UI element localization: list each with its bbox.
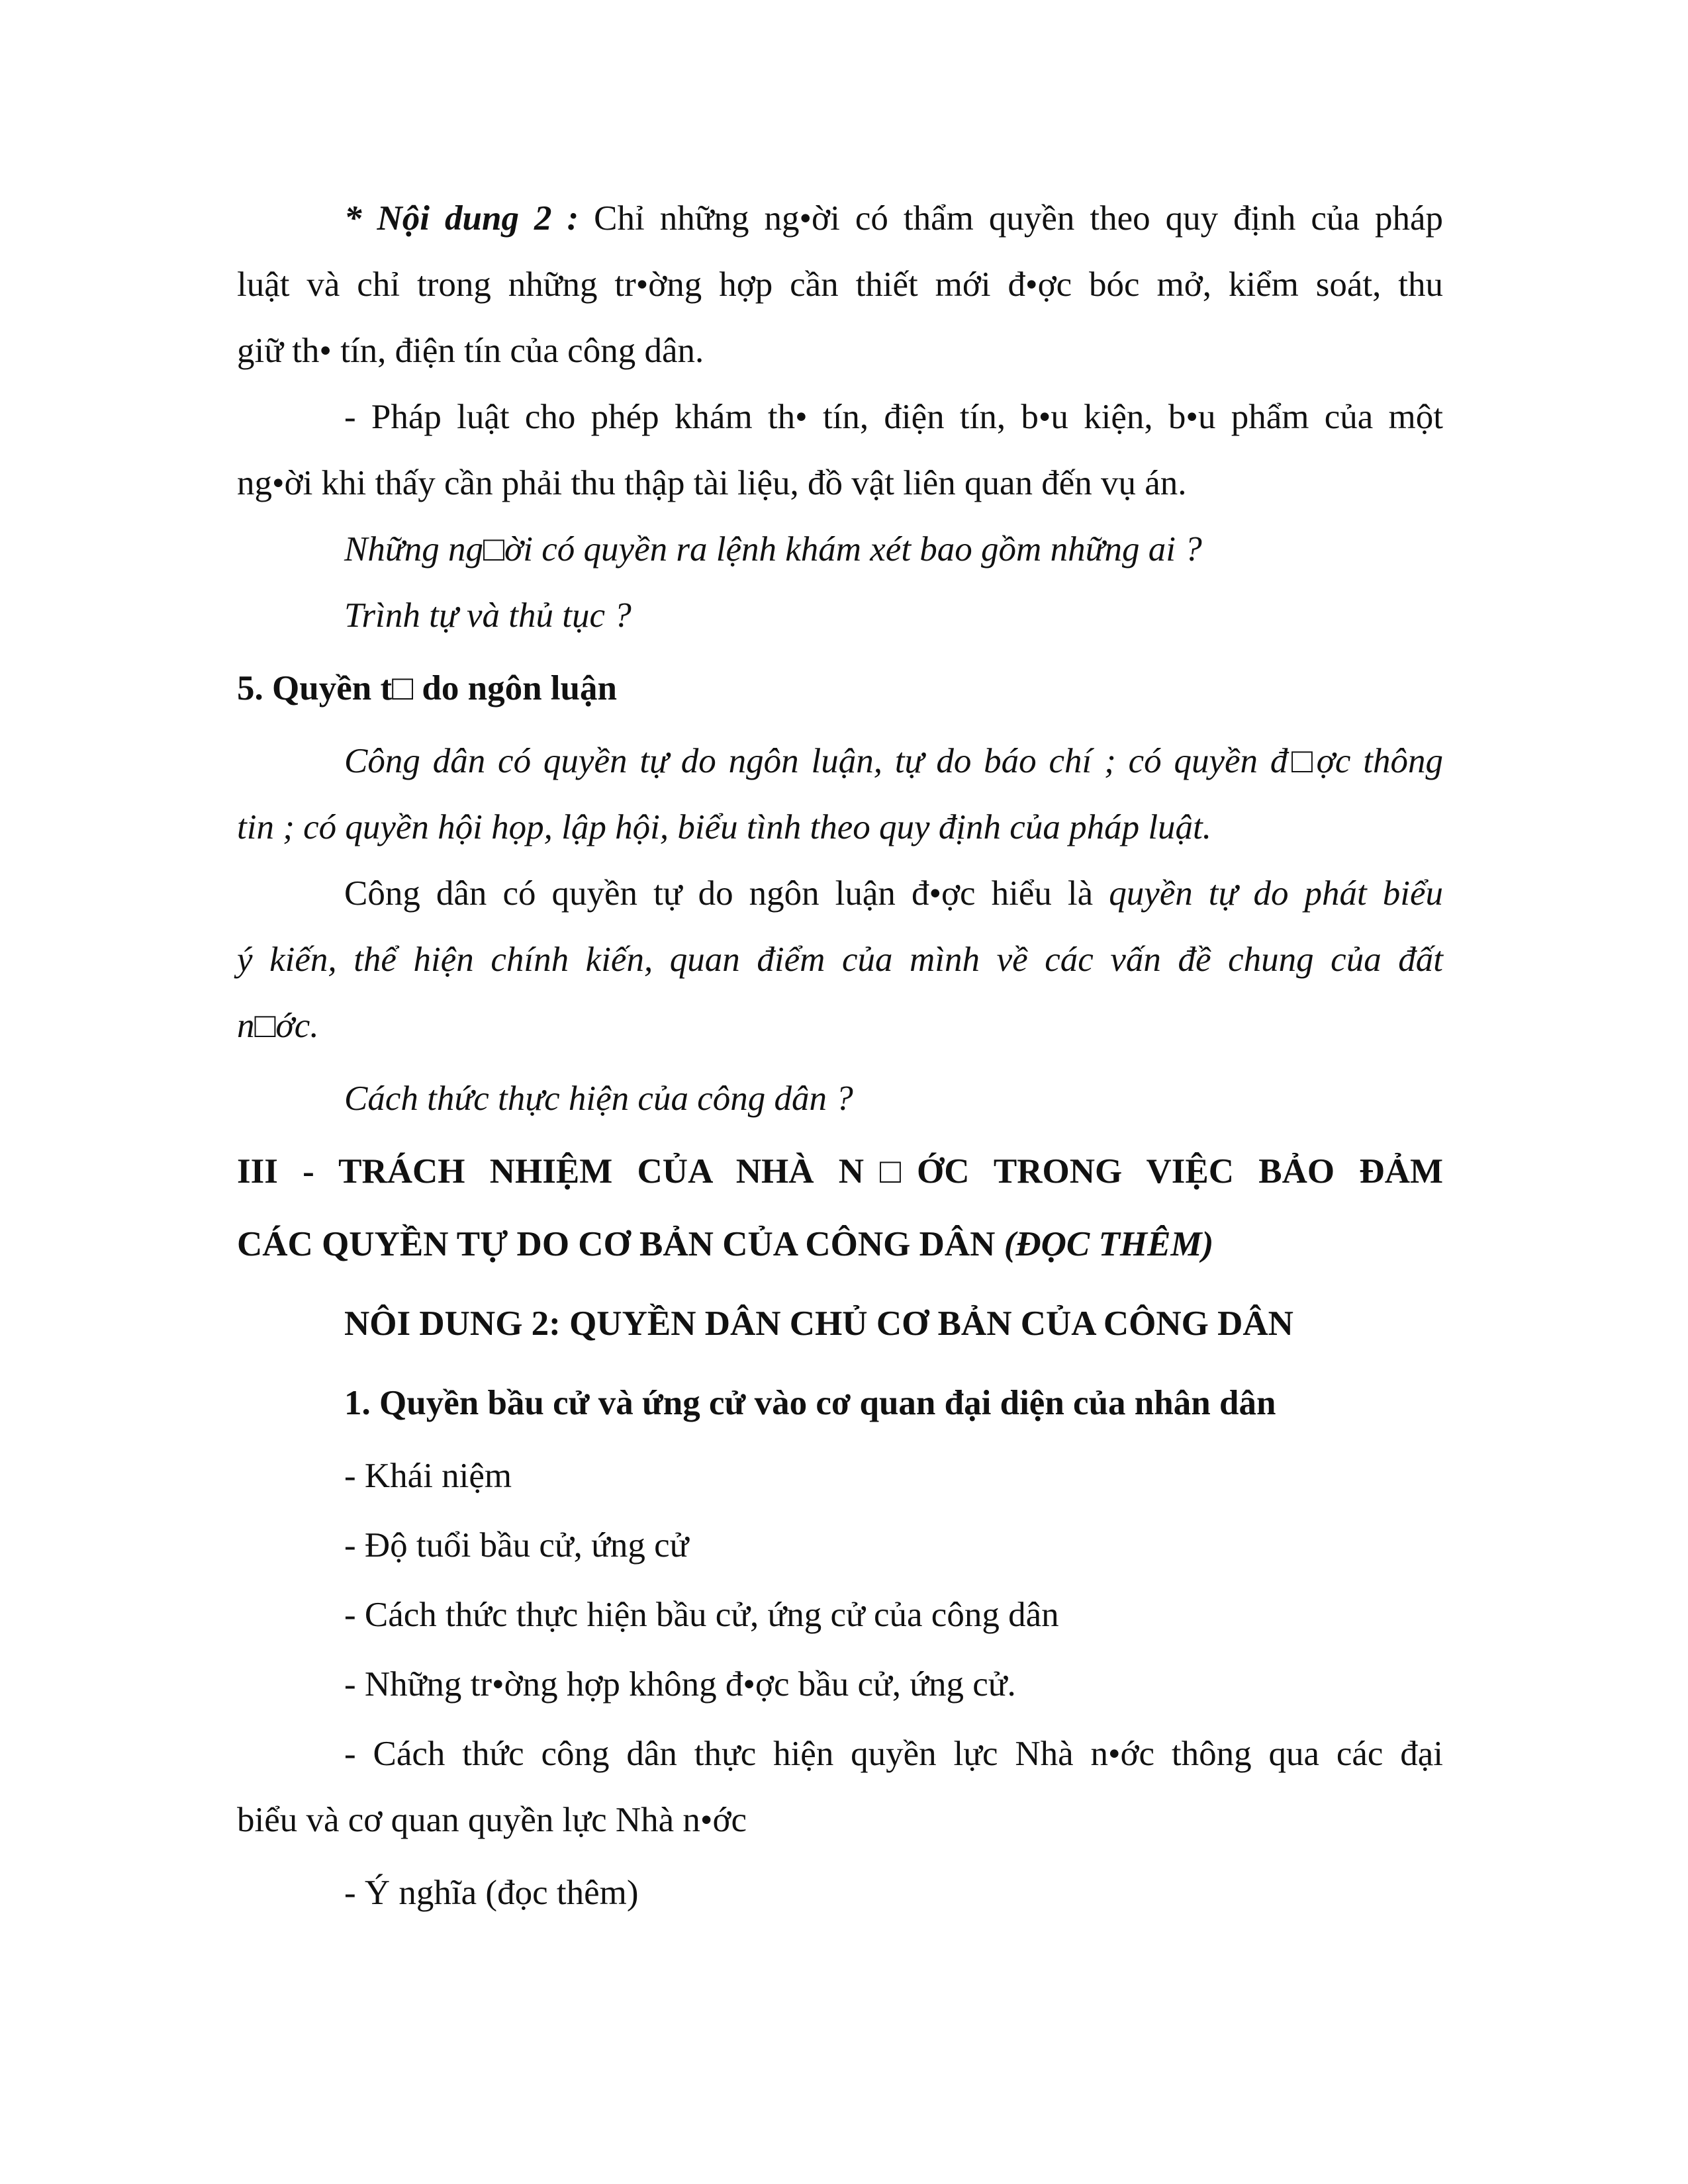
paragraph-line: biểu và cơ quan quyền lực Nhà n•ớc	[237, 1801, 747, 1839]
list-item: - Những tr•ờng hợp không đ•ợc bầu cử, ứng cử.	[344, 1665, 1016, 1704]
paragraph-line: ý kiến, thể hiện chính kiến, quan điểm của mình về các vấn đề chung của đất	[237, 940, 1443, 979]
heading-text: CÁC QUYỀN TỰ DO CƠ BẢN CỦA CÔNG DÂN	[237, 1225, 1004, 1263]
paragraph-line	[344, 199, 1443, 238]
subsection-heading: 1. Quyền bầu cử và ứng cử vào cơ quan đại diện của nhân dân	[344, 1384, 1276, 1422]
question-text: Những ng□ời có quyền ra lệnh khám xét bao gồm những ai ?	[344, 530, 1202, 569]
paragraph-line: - Cách thức công dân thực hiện quyền lực Nhà n•ớc thông qua các đại	[344, 1735, 1443, 1773]
list-item: - Độ tuổi bầu cử, ứng cử	[344, 1526, 689, 1565]
paragraph-line: tin ; có quyền hội họp, lập hội, biểu tình theo quy định của pháp luật.	[237, 808, 1212, 846]
heading-note: (ĐỌC THÊM)	[1004, 1225, 1214, 1263]
content-heading-inline: * Nội dung 2 :	[344, 199, 579, 238]
list-item: - Ý nghĩa (đọc thêm)	[344, 1874, 639, 1912]
paragraph-text: Công dân có quyền tự do ngôn luận đ•ợc hiểu là	[344, 874, 1109, 913]
paragraph-line: giữ th• tín, điện tín của công dân.	[237, 332, 704, 370]
question-text: Trình tự và thủ tục ?	[344, 596, 632, 635]
paragraph-line: luật và chỉ trong những tr•ờng hợp cần thiết mới đ•ợc bóc mở, kiểm soát, thu	[237, 265, 1443, 304]
paragraph-text: Chỉ những ng•ời có thẩm quyền theo quy định của pháp	[579, 199, 1443, 238]
list-item: - Cách thức thực hiện bầu cử, ứng cử của công dân	[344, 1596, 1059, 1634]
section-heading: III - TRÁCH NHIỆM CỦA NHÀ N□ỚC TRONG VIỆC BẢO ĐẢM	[237, 1152, 1443, 1191]
paragraph-emphasis: quyền tự do phát biểu	[1109, 874, 1444, 913]
paragraph-line: ng•ời khi thấy cần phải thu thập tài liệu, đồ vật liên quan đến vụ án.	[237, 464, 1187, 502]
section-heading	[237, 1224, 1213, 1264]
paragraph-line: - Pháp luật cho phép khám th• tín, điện tín, b•u kiện, b•u phẩm của một	[344, 398, 1443, 436]
question-text: Cách thức thực hiện của công dân ?	[344, 1079, 853, 1118]
list-item: - Khái niệm	[344, 1457, 512, 1495]
section-heading: 5. Quyền t□ do ngôn luận	[237, 669, 617, 707]
paragraph-line	[344, 874, 1443, 913]
paragraph-line: n□ớc.	[237, 1007, 319, 1045]
content-heading: NÔI DUNG 2: QUYỀN DÂN CHỦ CƠ BẢN CỦA CÔNG DÂN	[344, 1304, 1293, 1343]
paragraph-line: Công dân có quyền tự do ngôn luận, tự do báo chí ; có quyền đ□ợc thông	[344, 742, 1443, 780]
